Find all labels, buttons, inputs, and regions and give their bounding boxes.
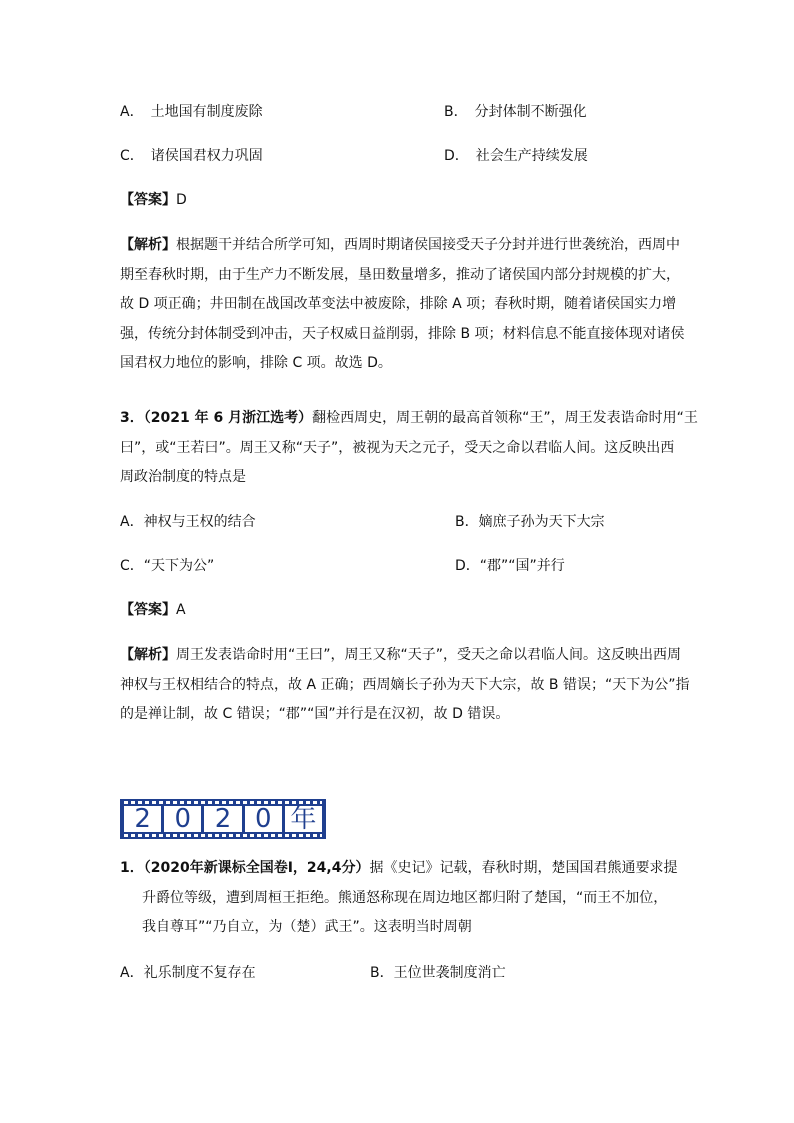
question-stem: 升爵位等级，遭到周桓王拒绝。熊通怒称现在周边地区都归附了楚国，“而王不加位，	[142, 889, 668, 906]
analysis-line: 国君权力地位的影响，排除 C 项。故选 D。	[120, 355, 392, 371]
analysis-paragraph	[120, 235, 685, 383]
option-b: B． 分封体制不断强化	[444, 104, 587, 120]
analysis-line: 强，传统分封体制受到冲击，天子权威日益削弱，排除 B 项；材料信息不能直接体现对诸侯	[120, 325, 685, 342]
banner-year-char: 年	[285, 806, 322, 832]
answer-value: A	[176, 602, 186, 618]
analysis-line: 故 D 项正确；井田制在战国改革变法中被废除，排除 A 项；春秋时期，随着诸侯国实力增	[120, 296, 677, 312]
analysis-line: 期至春秋时期，由于生产力不断发展，垦田数量增多，推动了诸侯国内部分封规模的扩大，	[120, 266, 680, 283]
question-stem: 周政治制度的特点是	[120, 469, 246, 485]
analysis-paragraph	[120, 645, 690, 734]
banner-digit: 0	[164, 806, 201, 832]
analysis-line: 周王发表诰命时用“王曰”，周王又称“天子”，受天之命以君临人间。这反映出西周	[176, 647, 682, 663]
question-stem: 曰”，或“王若曰”。周王又称“天子”，被视为天之元子，受天之命以君临人间。这反映出西	[120, 439, 675, 456]
answer-line	[120, 600, 186, 620]
banner-digit: 2	[124, 806, 161, 832]
option-a: A．神权与王权的结合	[120, 514, 256, 530]
banner-digit: 0	[245, 806, 282, 832]
answer-label: 【答案】	[120, 602, 176, 618]
option-a: A．礼乐制度不复存在	[120, 965, 256, 981]
question-source: （2020年新课标全国卷Ⅰ，24,4分）	[143, 860, 370, 876]
answer-line	[120, 190, 187, 210]
analysis-label: 【解析】	[120, 647, 176, 663]
option-b: B．王位世袭制度消亡	[370, 965, 506, 981]
question-stem: 翻检西周史，周王朝的最高首领称“王”，周王发表诰命时用“王	[312, 410, 698, 426]
answer-label: 【答案】	[120, 192, 176, 208]
analysis-label: 【解析】	[120, 237, 176, 253]
option-c: C．“天下为公”	[120, 558, 215, 574]
option-d: D． 社会生产持续发展	[444, 148, 588, 164]
year-banner	[120, 799, 326, 839]
question-3	[120, 408, 698, 497]
analysis-line: 神权与王权相结合的特点，故 A 正确；西周嫡长子孙为天下大宗，故 B 错误；“天下为公”指	[120, 676, 690, 693]
analysis-line: 的是禅让制，故 C 错误；“郡”“国”并行是在汉初，故 D 错误。	[120, 706, 510, 722]
question-source: （2021 年 6 月浙江选考）	[143, 410, 313, 426]
option-c: C． 诸侯国君权力巩固	[120, 148, 263, 164]
option-a: A． 土地国有制度废除	[120, 104, 263, 120]
question-number: 1．	[120, 860, 144, 876]
answer-value: D	[176, 192, 187, 208]
film-perforation	[124, 834, 322, 837]
banner-digit: 2	[204, 806, 241, 832]
question-number: 3．	[120, 410, 144, 426]
question-stem: 据《史记》记载，春秋时期，楚国国君熊通要求提	[369, 860, 678, 876]
option-d: D．“郡”“国”并行	[455, 558, 565, 574]
question-stem: 我自尊耳”“乃自立，为（楚）武王”。这表明当时周朝	[142, 919, 472, 935]
analysis-line: 根据题干并结合所学可知，西周时期诸侯国接受天子分封并进行世袭统治，西周中	[176, 237, 680, 253]
option-b: B．嫡庶子孙为天下大宗	[455, 514, 605, 530]
question-1-2020	[120, 858, 700, 947]
